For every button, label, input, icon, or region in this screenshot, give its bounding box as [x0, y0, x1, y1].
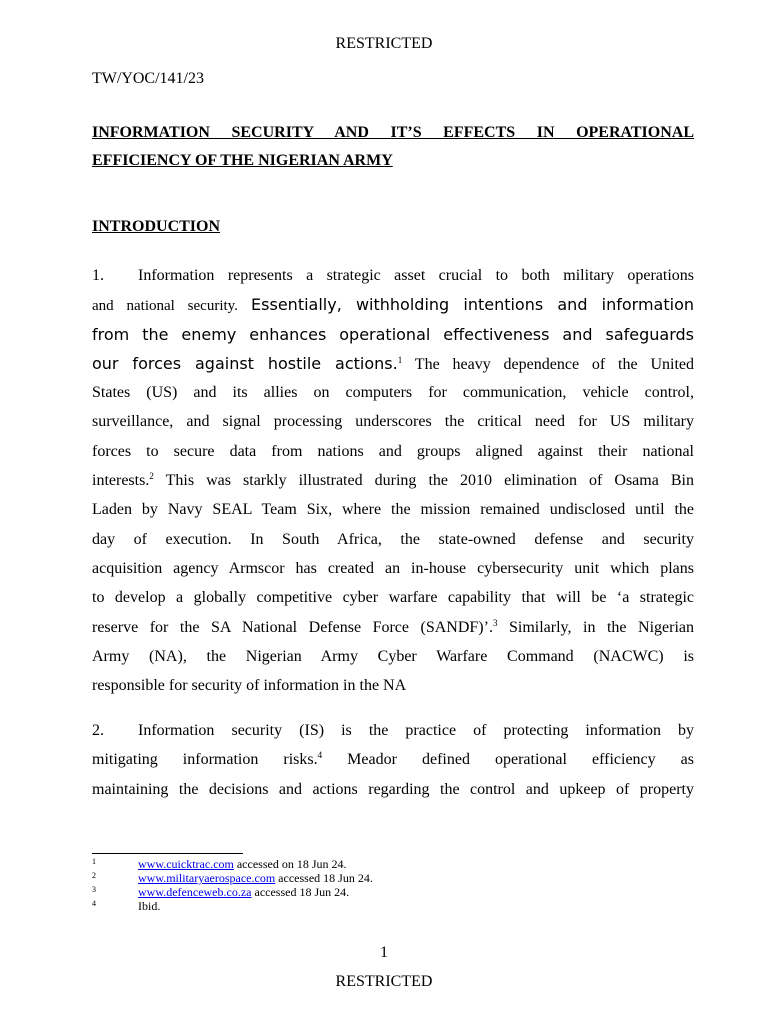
footnote-ref-2[interactable]: 2 [149, 471, 154, 482]
footnote-number: 3 [92, 885, 96, 894]
paragraph-text: our forces against hostile actions. [92, 353, 398, 373]
footnote-text: accessed on 18 Jun 24. [233, 857, 347, 871]
paragraph-line [92, 466, 694, 495]
paragraph-line [92, 716, 694, 745]
footnote-number: 2 [92, 871, 96, 880]
paragraph-text: Essentially, withholding intentions and information [251, 295, 695, 315]
document-reference: TW/YOC/141/23 [92, 70, 204, 87]
paragraph-line: States (US) and its allies on computers for communication, vehicle control, [92, 384, 694, 402]
paragraph-text: reserve for the SA National Defense Force (SANDF)’. [92, 618, 493, 636]
paragraph-line: day of execution. In South Africa, the state-owned defense and security [92, 530, 694, 548]
paragraph-line [92, 290, 694, 319]
footnote-link[interactable]: www.cuicktrac.com [138, 857, 234, 871]
paragraph-text: The heavy dependence of the United [414, 355, 694, 373]
paragraph-line: forces to secure data from nations and groups aligned against their national [92, 442, 694, 460]
paragraph-line [92, 613, 694, 642]
paragraph-number: 1. [92, 267, 104, 284]
page-number: 1 [380, 944, 388, 961]
footnote-text: Ibid. [138, 899, 161, 913]
paragraph-text: Similarly, in the Nigerian [508, 618, 694, 636]
paragraph-2 [92, 716, 694, 804]
footnote-text: accessed 18 Jun 24. [251, 885, 350, 899]
paragraph-line: Laden by Navy SEAL Team Six, where the mission remained undisclosed until the [92, 501, 694, 519]
paragraph-line: surveillance, and signal processing underscores the critical need for US military [92, 413, 694, 431]
paragraph-text: This was starkly illustrated during the 2010 elimination of Osama Bin [165, 472, 694, 490]
footer-classification: RESTRICTED [335, 973, 433, 990]
paragraph-line: acquisition agency Armscor has created an in-house cybersecurity unit which plans [92, 559, 694, 577]
footnote-text: accessed 18 Jun 24. [275, 871, 373, 885]
paragraph-line [92, 261, 694, 290]
section-heading: INTRODUCTION [92, 218, 221, 235]
paragraph-text: Meador defined operational efficiency as [347, 751, 695, 769]
paragraph-line: to develop a globally competitive cyber warfare capability that will be ‘a strategic [92, 589, 694, 607]
title-line-2: EFFICIENCY OF THE NIGERIAN ARMY [92, 152, 393, 169]
paragraph-text: Information security (IS) is the practice of protecting information by [138, 722, 694, 739]
paragraph-text: Information represents a strategic asset crucial to both military operations [138, 267, 694, 284]
paragraph-line [92, 745, 694, 774]
paragraph-number: 2. [92, 722, 104, 739]
footnote-ref-1[interactable]: 1 [397, 354, 403, 365]
paragraph-text: interests. [92, 472, 150, 490]
footnote-link[interactable]: www.defenceweb.co.za [138, 885, 252, 899]
footnote-ref-4[interactable]: 4 [317, 750, 323, 761]
title-line-1: INFORMATION SECURITY AND IT’S EFFECTS IN OPERATIONAL [92, 124, 694, 141]
header-classification: RESTRICTED [335, 35, 433, 52]
paragraph-text: mitigating information risks. [92, 751, 318, 769]
paragraph-line: Army (NA), the Nigerian Army Cyber Warfare Command (NACWC) is [92, 647, 694, 665]
footnote-ref-3[interactable]: 3 [492, 617, 498, 628]
paragraph-1 [92, 261, 694, 700]
document-title [92, 119, 694, 175]
footnote-number: 4 [92, 899, 96, 908]
footnote-number: 1 [92, 857, 96, 866]
paragraph-text: and national security. [92, 298, 238, 315]
paragraph-line: responsible for security of information in the NA [92, 677, 407, 695]
paragraph-line: maintaining the decisions and actions regarding the control and upkeep of property [92, 780, 694, 798]
footnote-separator [92, 853, 243, 854]
paragraph-line [92, 349, 694, 378]
paragraph-line: from the enemy enhances operational effectiveness and safeguards [92, 324, 694, 344]
footnote-link[interactable]: www.militaryaerospace.com [138, 871, 276, 885]
